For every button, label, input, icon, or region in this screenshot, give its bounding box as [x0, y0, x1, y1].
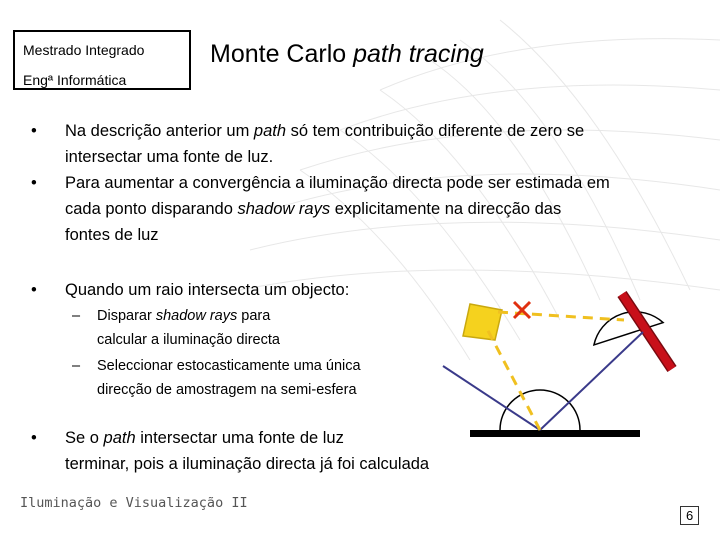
- sub-bullet-1-italic: shadow rays: [155, 308, 238, 324]
- bullet-2-line2: cada ponto disparando: [65, 200, 238, 218]
- sub-bullet-2-line1: Seleccionar estocasticamente uma única: [97, 358, 361, 374]
- sub-bullet-1-text-cont: para: [237, 308, 271, 324]
- bullet-marker: •: [31, 174, 37, 192]
- title-plain: Monte Carlo: [210, 40, 354, 68]
- bullet-1-text-cont: só tem contribuição diferente de zero se: [286, 122, 585, 140]
- blocked-mark-icon: [514, 302, 530, 318]
- title-italic: path tracing: [353, 40, 484, 68]
- bullet-2-line3: fontes de luz: [65, 226, 159, 244]
- light-source: [622, 294, 672, 369]
- sub-bullet-1-text: Disparar: [97, 308, 156, 324]
- footer-course-title: Iluminação e Visualização II: [20, 495, 248, 511]
- bullet-4-line2: terminar, pois a iluminação directa já foi calculada: [65, 455, 430, 473]
- floor-surface: [470, 430, 640, 437]
- bullet-1-text: Na descrição anterior um: [65, 122, 254, 140]
- sub-bullet-2-line2: direcção de amostragem na semi-esfera: [97, 382, 357, 398]
- occluder-object: [463, 304, 502, 340]
- bullet-2-italic: shadow rays: [237, 200, 331, 218]
- shadow-ray-to-object: [485, 325, 540, 430]
- course-name: Mestrado Integrado: [23, 42, 145, 58]
- bullet-2-line2-cont: explicitamente na direcção das: [330, 200, 562, 218]
- bullet-4-italic: path: [103, 429, 136, 447]
- bullet-1-italic: path: [253, 122, 287, 140]
- bullet-marker: •: [31, 122, 37, 140]
- bullet-3-line1: Quando um raio intersecta um objecto:: [65, 281, 350, 299]
- sub-bullet-marker: –: [72, 308, 81, 324]
- reflected-ray: [540, 332, 643, 430]
- bullet-marker: •: [31, 281, 37, 299]
- bullet-2-line1: Para aumentar a convergência a iluminação directa pode ser estimada em: [65, 174, 610, 192]
- page-number: 6: [680, 506, 699, 525]
- sub-bullet-1-line2: calcular a iluminação directa: [97, 332, 280, 348]
- course-department: Engª Informática: [23, 72, 127, 88]
- bullet-4-text-cont: intersectar uma fonte de luz: [135, 429, 344, 447]
- bullet-1-line2: intersectar uma fonte de luz.: [65, 148, 274, 166]
- sub-bullet-marker: –: [72, 358, 81, 374]
- bullet-4-text: Se o: [65, 429, 104, 447]
- sampling-hemisphere: [500, 390, 580, 430]
- bullet-marker: •: [31, 429, 37, 447]
- incoming-ray: [443, 366, 540, 430]
